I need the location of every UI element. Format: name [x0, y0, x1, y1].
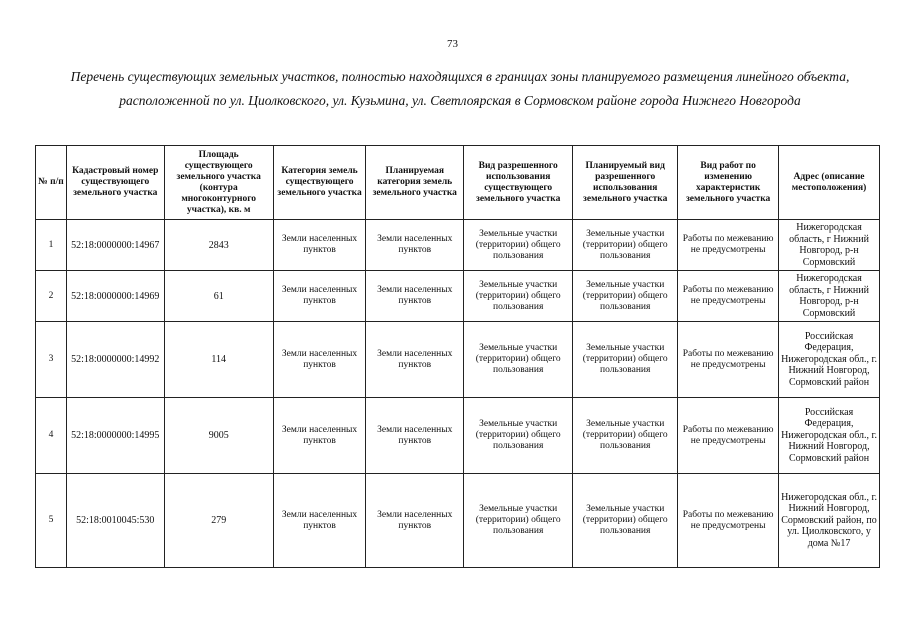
area-value: 61: [164, 271, 273, 322]
works-type: Работы по межеванию не предусмотрены: [678, 322, 779, 398]
area-value: 114: [164, 322, 273, 398]
land-category: Земли населенных пунктов: [273, 271, 366, 322]
works-type: Работы по межеванию не предусмотрены: [678, 271, 779, 322]
table-row: [36, 398, 880, 474]
area-value: 2843: [164, 220, 273, 271]
header-address: Адрес (описание местоположения): [779, 146, 880, 220]
cadastral-number: 52:18:0000000:14995: [66, 398, 164, 474]
header-cadastral-number: Кадастровый номер существующего земельного участка: [66, 146, 164, 220]
planned-use: Земельные участки (территории) общего пользования: [573, 322, 678, 398]
cadastral-number: 52:18:0000000:14969: [66, 271, 164, 322]
row-number: 1: [36, 220, 67, 271]
planned-category: Земли населенных пунктов: [366, 271, 464, 322]
cadastral-number: 52:18:0000000:14967: [66, 220, 164, 271]
header-permitted-use: Вид разрешенного использования существующего земельного участка: [464, 146, 573, 220]
page-number: 73: [447, 38, 458, 50]
land-category: Земли населенных пунктов: [273, 322, 366, 398]
land-category: Земли населенных пунктов: [273, 474, 366, 568]
table-row: [36, 322, 880, 398]
permitted-use: Земельные участки (территории) общего пользования: [464, 398, 573, 474]
area-value: 279: [164, 474, 273, 568]
land-category: Земли населенных пунктов: [273, 398, 366, 474]
header-number: № п/п: [36, 146, 67, 220]
address: Нижегородская область, г Нижний Новгород, р-н Сормовский: [779, 220, 880, 271]
header-planned-use: Планируемый вид разрешенного использования земельного участка: [573, 146, 678, 220]
permitted-use: Земельные участки (территории) общего пользования: [464, 474, 573, 568]
planned-use: Земельные участки (территории) общего пользования: [573, 474, 678, 568]
planned-use: Земельные участки (территории) общего пользования: [573, 271, 678, 322]
planned-category: Земли населенных пунктов: [366, 220, 464, 271]
table-header-row: [36, 146, 880, 220]
document-title: Перечень существующих земельных участков, полностью находящихся в границах зоны планируемого размещения линейного объекта, расположенной по ул. Циолковского, ул. Кузьмина, ул. Светлоярская в Сормовском районе города Нижнего Новгорода: [70, 69, 850, 108]
planned-use: Земельные участки (территории) общего пользования: [573, 398, 678, 474]
address: Нижегородская обл., г. Нижний Новгород, Сормовский район, по ул. Циолковского, у дома №17: [779, 474, 880, 568]
planned-category: Земли населенных пунктов: [366, 474, 464, 568]
table-row: [36, 271, 880, 322]
row-number: 2: [36, 271, 67, 322]
table-row: [36, 220, 880, 271]
row-number: 3: [36, 322, 67, 398]
works-type: Работы по межеванию не предусмотрены: [678, 220, 779, 271]
row-number: 4: [36, 398, 67, 474]
area-value: 9005: [164, 398, 273, 474]
address: Российская Федерация, Нижегородская обл., г. Нижний Новгород, Сормовский район: [779, 322, 880, 398]
planned-category: Земли населенных пунктов: [366, 398, 464, 474]
table-row: [36, 474, 880, 568]
planned-use: Земельные участки (территории) общего пользования: [573, 220, 678, 271]
header-area: Площадь существующего земельного участка (контура многоконтурного участка), кв. м: [164, 146, 273, 220]
header-land-category: Категория земель существующего земельного участка: [273, 146, 366, 220]
permitted-use: Земельные участки (территории) общего пользования: [464, 271, 573, 322]
works-type: Работы по межеванию не предусмотрены: [678, 474, 779, 568]
planned-category: Земли населенных пунктов: [366, 322, 464, 398]
cadastral-number: 52:18:0000000:14992: [66, 322, 164, 398]
header-works: Вид работ по изменению характеристик земельного участка: [678, 146, 779, 220]
works-type: Работы по межеванию не предусмотрены: [678, 398, 779, 474]
header-planned-category: Планируемая категория земель земельного участка: [366, 146, 464, 220]
land-category: Земли населенных пунктов: [273, 220, 366, 271]
address: Нижегородская область, г Нижний Новгород, р-н Сормовский: [779, 271, 880, 322]
land-plots-table: [35, 145, 880, 568]
row-number: 5: [36, 474, 67, 568]
permitted-use: Земельные участки (территории) общего пользования: [464, 322, 573, 398]
address: Российская Федерация, Нижегородская обл., г. Нижний Новгород, Сормовский район: [779, 398, 880, 474]
cadastral-number: 52:18:0010045:530: [66, 474, 164, 568]
permitted-use: Земельные участки (территории) общего пользования: [464, 220, 573, 271]
